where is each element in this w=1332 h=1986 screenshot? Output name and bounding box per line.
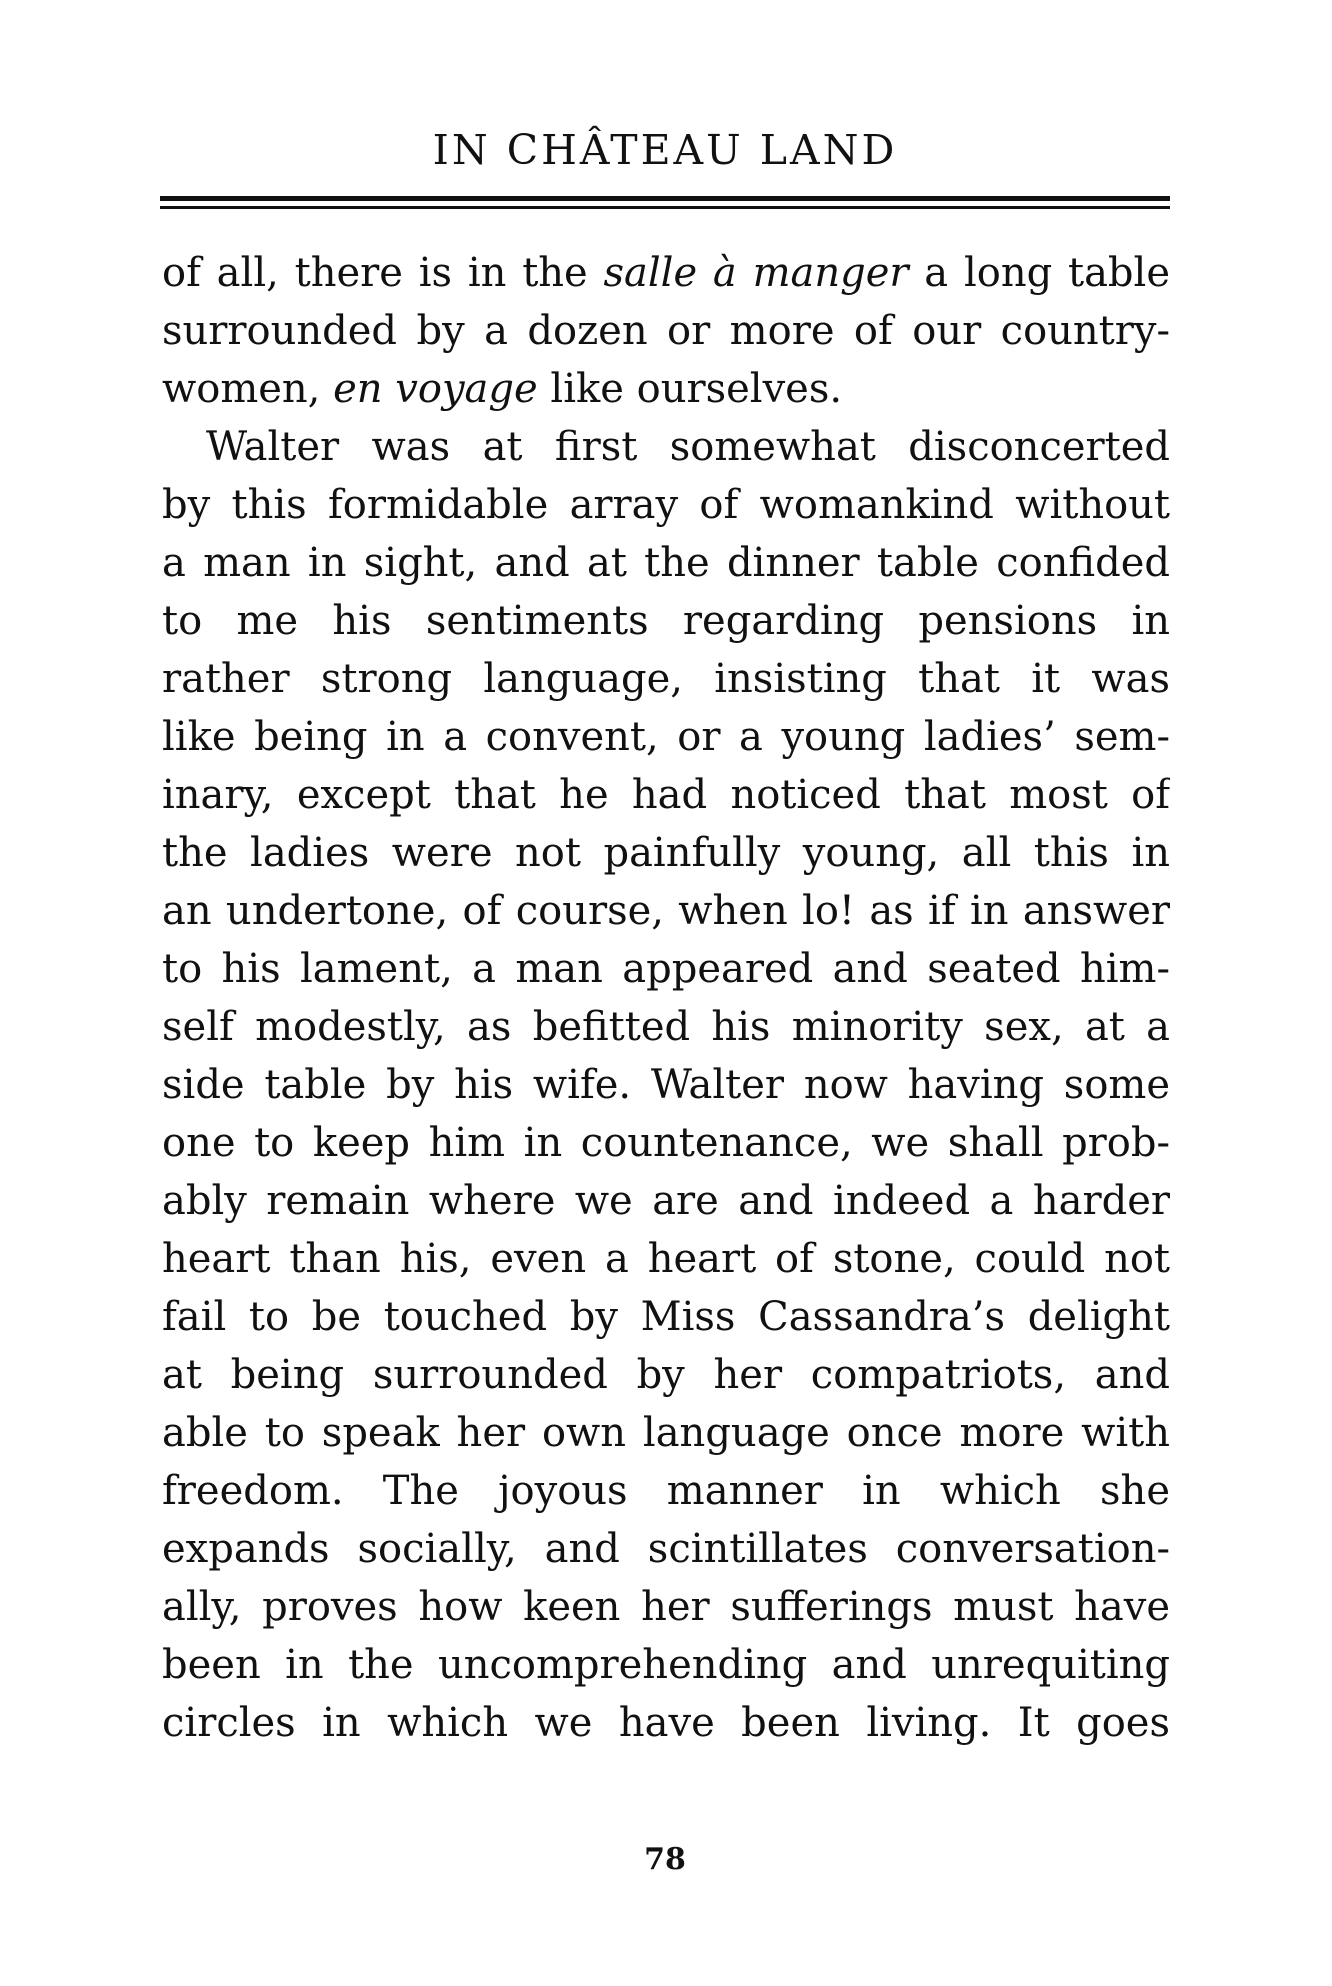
text-line [162,302,1170,360]
text-run: like being in a convent, or a young ladies’ sem- [162,714,1170,760]
text-run: the ladies were not painfully young, all this in [162,830,1170,876]
text-run: Walter was at first somewhat disconcerted [206,424,1170,470]
text-line [162,1520,1170,1578]
text-run: freedom. The joyous manner in which she [162,1468,1170,1514]
text-run: expands socially, and scintillates conversation- [162,1526,1170,1572]
text-line [162,1172,1170,1230]
text-line [162,708,1170,766]
text-line [162,824,1170,882]
text-run: a long table [908,250,1170,296]
text-run: of all, there is in the [162,250,604,296]
text-line [162,650,1170,708]
text-run: surrounded by a dozen or more of our country- [162,308,1170,354]
page-number: 78 [644,1842,686,1877]
text-run: by this formidable array of womankind without [162,482,1170,528]
text-line [162,1230,1170,1288]
text-run: able to speak her own language once more with [162,1410,1170,1456]
text-line [162,1288,1170,1346]
text-line [162,1404,1170,1462]
text-run: one to keep him in countenance, we shall prob- [162,1120,1170,1166]
text-line [162,1636,1170,1694]
text-run: to his lament, a man appeared and seated him- [162,946,1170,992]
text-run: women, [162,366,334,412]
text-run: fail to be touched by Miss Cassandra’s delight [162,1294,1170,1340]
text-run: like ourselves. [537,366,843,412]
text-run: to me his sentiments regarding pensions in [162,598,1170,644]
text-run: a man in sight, and at the dinner table confided [162,540,1170,586]
text-line [162,882,1170,940]
text-run: at being surrounded by her compatriots, and [162,1352,1170,1398]
text-line [162,1056,1170,1114]
header-rule-thin [160,206,1170,209]
text-line [162,1694,1170,1752]
text-line [162,418,1170,476]
text-run: inary, except that he had noticed that most of [162,772,1170,818]
text-run: side table by his wife. Walter now having some [162,1062,1170,1108]
text-run: an undertone, of course, when lo! as if in answer [162,888,1170,934]
text-line [162,766,1170,824]
body-text [162,244,1170,1752]
text-run: ably remain where we are and indeed a harder [162,1178,1170,1224]
text-run: self modestly, as befitted his minority sex, at a [162,1004,1170,1050]
text-line [162,1114,1170,1172]
text-run: rather strong language, insisting that it was [162,656,1170,702]
text-line [162,1462,1170,1520]
text-line [162,940,1170,998]
text-line [162,1578,1170,1636]
text-run: heart than his, even a heart of stone, could not [162,1236,1170,1282]
text-run: circles in which we have been living. It goes [162,1700,1170,1746]
text-line [162,534,1170,592]
text-line [162,1346,1170,1404]
text-run: ally, proves how keen her sufferings must have [162,1584,1170,1630]
text-line [162,998,1170,1056]
running-head: IN CHÂTEAU LAND [432,126,898,174]
text-run: been in the uncomprehending and unrequiting [162,1642,1170,1688]
text-line [162,476,1170,534]
text-line [162,360,1170,418]
header-rule-thick [160,196,1170,201]
italic-phrase: salle à manger [603,250,909,296]
italic-phrase: en voyage [333,366,538,412]
text-line [162,244,1170,302]
text-line [162,592,1170,650]
